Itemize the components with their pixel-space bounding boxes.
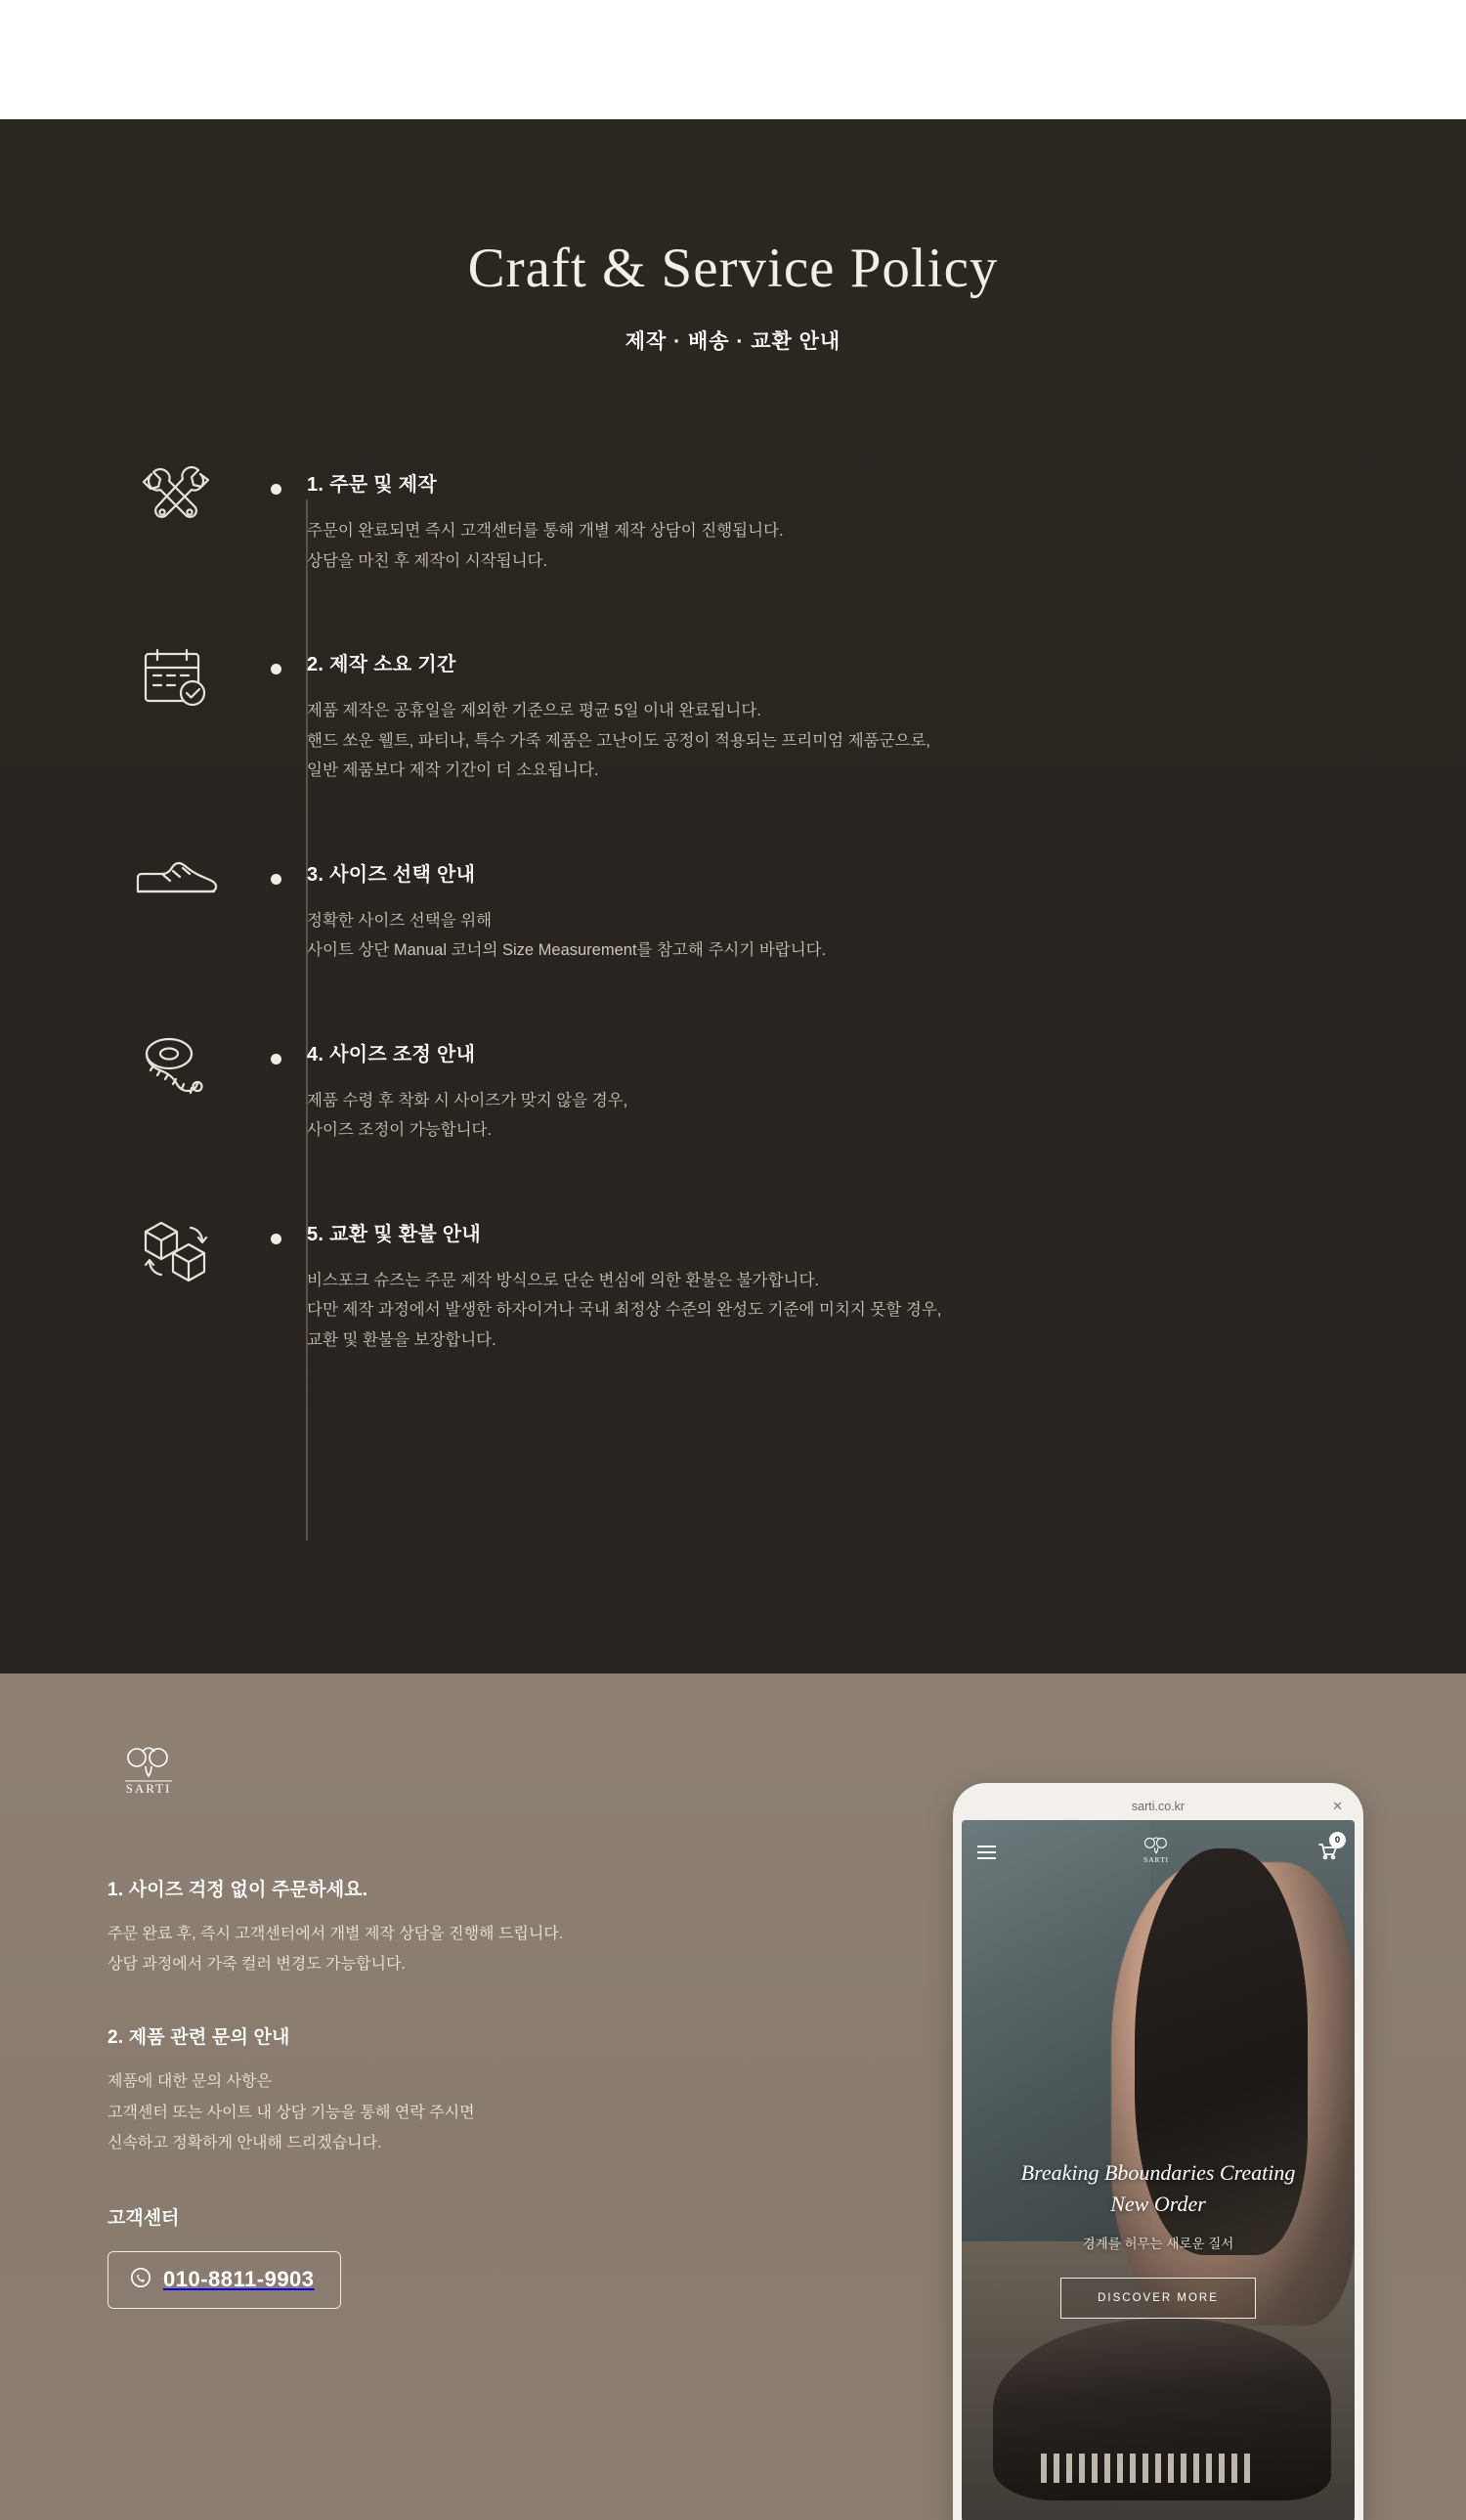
- phone-button[interactable]: [108, 2251, 341, 2309]
- timeline-step: [108, 462, 1466, 576]
- svg-text:SARTI: SARTI: [125, 1781, 172, 1796]
- timeline-step: [108, 852, 1466, 966]
- page-subtitle: 제작 · 배송 · 교환 안내: [625, 330, 841, 353]
- step-line: 교환 및 환불을 보장합니다.: [307, 1330, 496, 1349]
- cart-icon[interactable]: [1315, 1834, 1341, 1867]
- timeline-dot-wrap: [244, 1032, 307, 1064]
- timeline-step: [108, 1032, 1466, 1146]
- step-line: 사이트 상단 Manual 코너의 Size Measurement를 참고해 주시기 바랍니다.: [307, 941, 827, 960]
- mock-url: sarti.co.kr: [1131, 1800, 1186, 1813]
- policy-dark-section: [0, 119, 1466, 1673]
- step-line: 상담을 마친 후 제작이 시작됩니다.: [307, 551, 548, 570]
- timeline-dot: [271, 1054, 281, 1064]
- contact-line: 상담 과정에서 가죽 컬러 변경도 가능합니다.: [108, 1956, 406, 1974]
- mock-topbar: [962, 1820, 1355, 1885]
- step-line: 제품 수령 후 착화 시 사이즈가 맞지 않을 경우,: [307, 1091, 628, 1109]
- step-line: 제품 제작은 공휴일을 제외한 기준으로 평균 5일 이내 완료됩니다.: [307, 702, 761, 720]
- mock-shoe-image: [993, 2319, 1331, 2501]
- phone-mockup: [953, 1783, 1363, 2520]
- timeline-step-body: [307, 1032, 627, 1146]
- mock-screen: [962, 1820, 1355, 2520]
- timeline-dot: [271, 484, 281, 495]
- box-exchange-icon: [108, 1212, 244, 1282]
- cart-count-badge: 0: [1329, 1832, 1346, 1848]
- timeline-dot-wrap: [244, 852, 307, 885]
- timeline-dot: [271, 664, 281, 674]
- top-white-strip: [0, 0, 1466, 119]
- phone-icon: [130, 2267, 151, 2293]
- step-line: 정확한 사이즈 선택을 위해: [307, 911, 493, 930]
- step-line: 일반 제품보다 제작 기간이 더 소요됩니다.: [307, 761, 599, 780]
- contact-block1-heading: 1. 사이즈 걱정 없이 주문하세요.: [108, 1880, 368, 1900]
- contact-section: [0, 1673, 1466, 2520]
- mock-hero-line2: New Order: [1110, 2191, 1206, 2216]
- svg-text:SARTI: SARTI: [1143, 1854, 1169, 1864]
- close-icon[interactable]: ✕: [1332, 1799, 1343, 1813]
- step-line: 다만 제작 과정에서 발생한 하자이거나 국내 최정상 수준의 완성도 기준에 미치지 못할 경우,: [307, 1301, 942, 1320]
- timeline-step-body: [307, 462, 784, 576]
- mock-hero-sub: 경계를 허무는 새로운 질서: [1082, 2237, 1234, 2252]
- step-title: 4. 사이즈 조정 안내: [307, 1043, 476, 1065]
- step-title: 5. 교환 및 환불 안내: [307, 1223, 482, 1245]
- contact-line: 신속하고 정확하게 안내해 드리겠습니다.: [108, 2134, 382, 2151]
- timeline-step-body: [307, 642, 930, 786]
- timeline-step-body: [307, 852, 826, 966]
- tape-measure-icon: [108, 1032, 244, 1105]
- timeline-step-body: [307, 1212, 941, 1356]
- timeline-dot-wrap: [244, 1212, 307, 1244]
- mock-brand-logo: [1134, 1833, 1179, 1873]
- page-title: Craft & Service Policy: [467, 238, 999, 299]
- hero-title-block: [0, 237, 1466, 355]
- timeline-dot: [271, 1234, 281, 1244]
- shoe-icon: [108, 852, 244, 905]
- mock-hero-line1: Breaking Bboundaries Creating: [1020, 2159, 1296, 2185]
- calendar-check-icon: [108, 642, 244, 713]
- timeline-dot-wrap: [244, 642, 307, 674]
- timeline-dot-wrap: [244, 462, 307, 495]
- step-title: 2. 제작 소요 기간: [307, 654, 456, 676]
- timeline-step: [108, 642, 1466, 786]
- contact-block2-heading: 2. 제품 관련 문의 안내: [108, 2027, 290, 2049]
- hamburger-menu-icon[interactable]: [977, 1846, 996, 1859]
- customer-service-heading: 고객센터: [108, 2207, 180, 2229]
- policy-timeline: [0, 462, 1466, 1355]
- contact-line: 제품에 대한 문의 사항은: [108, 2073, 272, 2091]
- step-title: 3. 사이즈 선택 안내: [307, 863, 476, 886]
- timeline-step: [108, 1212, 1466, 1356]
- step-line: 핸드 쏘운 웰트, 파티나, 특수 가죽 제품은 고난이도 공정이 적용되는 프리미엄 제품군으로,: [307, 731, 930, 750]
- mock-browser-bar: [962, 1793, 1355, 1820]
- step-line: 주문이 완료되면 즉시 고객센터를 통해 개별 제작 상담이 진행됩니다.: [307, 522, 784, 540]
- timeline-dot: [271, 874, 281, 885]
- step-line: 사이즈 조정이 가능합니다.: [307, 1121, 493, 1140]
- discover-more-button[interactable]: DISCOVER MORE: [1060, 2278, 1256, 2319]
- step-line: 비스포크 슈즈는 주문 제작 방식으로 단순 변심에 의한 환불은 불가합니다.: [307, 1271, 820, 1289]
- phone-number: 010-8811-9903: [163, 2267, 315, 2292]
- contact-line: 주문 완료 후, 즉시 고객센터에서 개별 제작 상담을 진행해 드립니다.: [108, 1926, 564, 1942]
- tools-icon: [108, 462, 244, 529]
- step-title: 1. 주문 및 제작: [307, 474, 437, 496]
- contact-line: 고객센터 또는 사이트 내 상담 기능을 통해 연락 주시면: [108, 2104, 475, 2121]
- mock-hero: [962, 2157, 1355, 2320]
